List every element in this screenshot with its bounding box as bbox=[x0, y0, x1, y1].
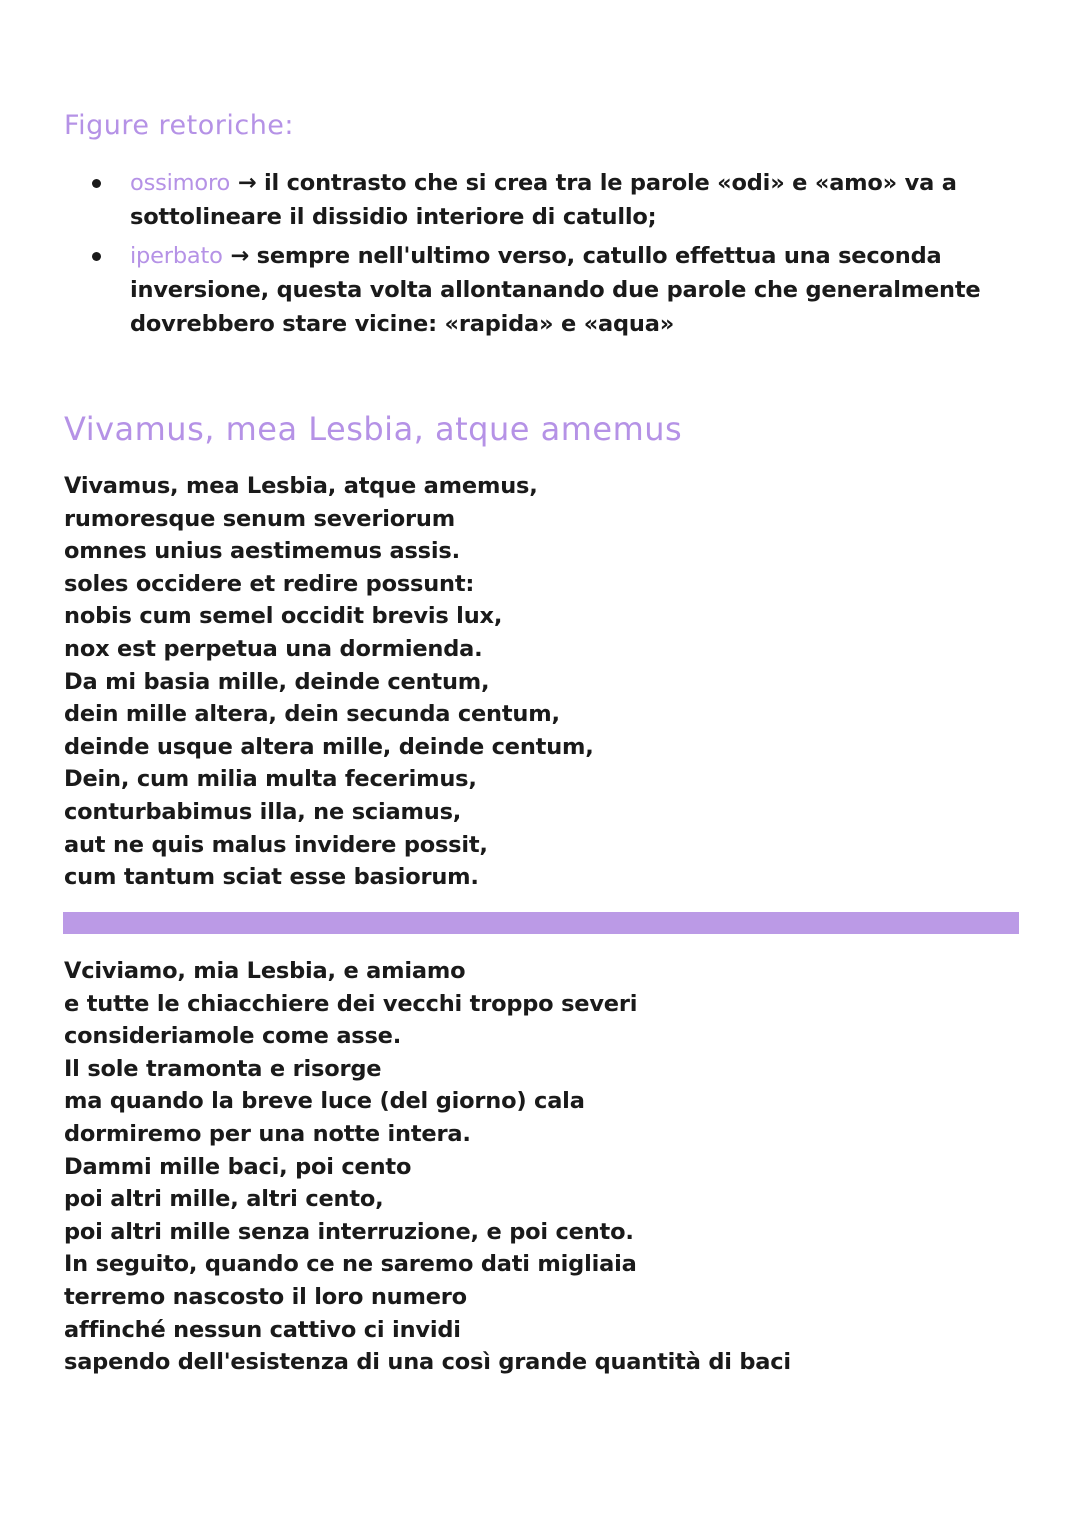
latin-poem-text bbox=[64, 470, 964, 894]
latin-verse-line: aut ne quis malus invidere possit, bbox=[64, 831, 488, 858]
arrow-icon: → bbox=[237, 170, 257, 196]
divider-bar bbox=[63, 912, 1019, 934]
poem-title: Vivamus, mea Lesbia, atque amemus bbox=[64, 410, 683, 448]
italian-verse-line: affinché nessun cattivo ci invidi bbox=[64, 1316, 461, 1343]
latin-verse-line: soles occidere et redire possunt: bbox=[64, 570, 475, 597]
latin-verse-line: Dein, cum milia multa fecerimus, bbox=[64, 766, 477, 793]
latin-verse-line: conturbabimus illa, ne sciamus, bbox=[64, 798, 462, 825]
figure-term: iperbato bbox=[130, 243, 223, 269]
latin-verse-line: nobis cum semel occidit brevis lux, bbox=[64, 603, 503, 630]
figure-item-iperbato bbox=[92, 239, 1012, 341]
italian-verse-line: consideriamole come asse. bbox=[64, 1023, 402, 1050]
figure-retoriche-heading: Figure retoriche: bbox=[64, 110, 295, 141]
latin-verse-line: deinde usque altera mille, deinde centum, bbox=[64, 733, 594, 760]
latin-verse-line: rumoresque senum severiorum bbox=[64, 505, 455, 532]
latin-verse-line: Vivamus, mea Lesbia, atque amemus, bbox=[64, 473, 538, 499]
figure-description: il contrasto che si crea tra le parole «odi» e «amo» va a sottolineare il dissidio interiore di catullo; bbox=[130, 170, 957, 230]
figure-term: ossimoro bbox=[130, 170, 231, 196]
latin-verse-line: dein mille altera, dein secunda centum, bbox=[64, 701, 560, 728]
italian-verse-line: Vciviamo, mia Lesbia, e amiamo bbox=[64, 958, 466, 984]
figure-list bbox=[92, 166, 1012, 346]
figure-item-ossimoro bbox=[92, 166, 1012, 234]
italian-verse-line: e tutte le chiacchiere dei vecchi troppo severi bbox=[64, 990, 638, 1017]
italian-verse-line: In seguito, quando ce ne saremo dati migliaia bbox=[64, 1251, 637, 1278]
italian-verse-line: Il sole tramonta e risorge bbox=[64, 1055, 382, 1082]
italian-verse-line: poi altri mille, altri cento, bbox=[64, 1186, 384, 1213]
italian-verse-line: sapendo dell'esistenza di una così grande quantità di baci bbox=[64, 1349, 791, 1376]
latin-verse-line: cum tantum sciat esse basiorum. bbox=[64, 864, 479, 891]
italian-verse-line: terremo nascosto il loro numero bbox=[64, 1283, 467, 1310]
arrow-icon: → bbox=[230, 243, 249, 269]
italian-verse-line: poi altri mille senza interruzione, e poi cento. bbox=[64, 1218, 634, 1245]
italian-translation-text bbox=[64, 955, 964, 1379]
latin-verse-line: Da mi basia mille, deinde centum, bbox=[64, 668, 490, 695]
figure-description: sempre nell'ultimo verso, catullo effettua una seconda inversione, questa volta allontanando due parole che generalmente dovrebbero stare vicine: «rapida» e «aqua» bbox=[130, 243, 981, 337]
latin-verse-line: nox est perpetua una dormienda. bbox=[64, 635, 483, 662]
italian-verse-line: ma quando la breve luce (del giorno) cala bbox=[64, 1088, 585, 1115]
bullet-icon bbox=[92, 252, 101, 261]
italian-verse-line: dormiremo per una notte intera. bbox=[64, 1120, 471, 1147]
latin-verse-line: omnes unius aestimemus assis. bbox=[64, 538, 460, 565]
bullet-icon bbox=[92, 179, 101, 188]
italian-verse-line: Dammi mille baci, poi cento bbox=[64, 1153, 412, 1180]
